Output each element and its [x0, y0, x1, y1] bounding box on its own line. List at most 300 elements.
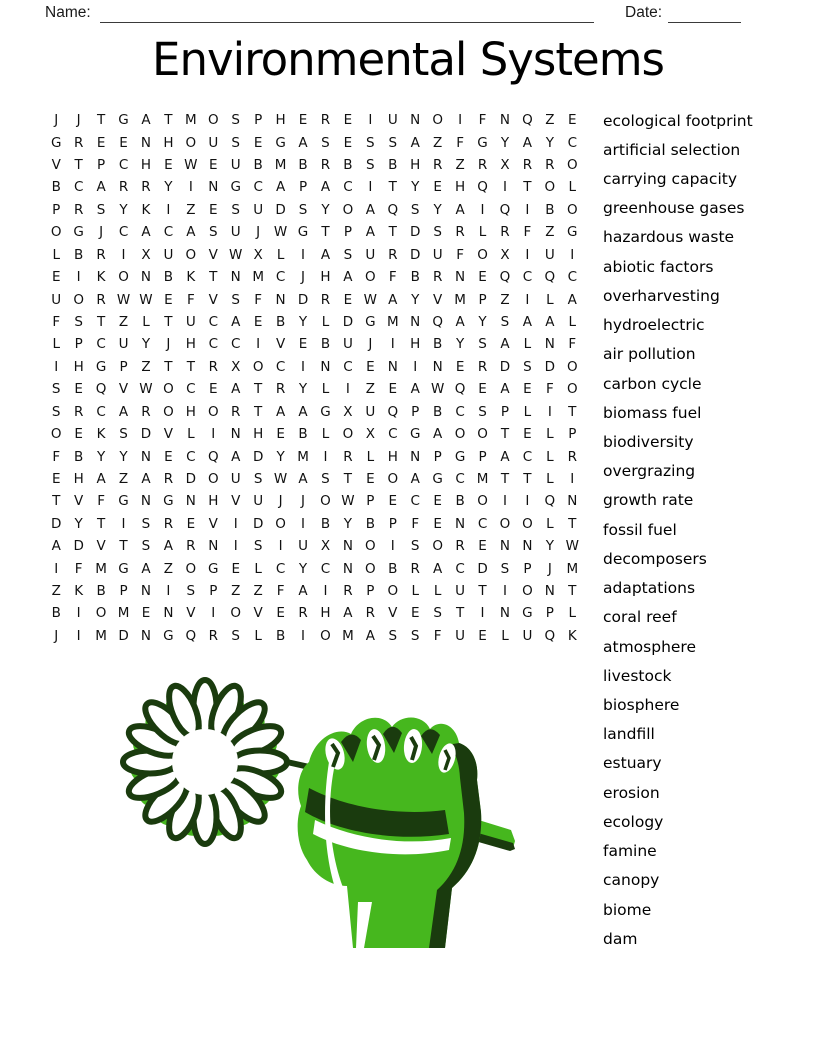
- grid-letter: N: [230, 269, 241, 286]
- grid-letter: K: [141, 201, 151, 218]
- grid-letter: G: [118, 112, 129, 129]
- grid-letter: N: [410, 314, 421, 330]
- grid-letter: C: [343, 179, 353, 196]
- grid-letter: R: [298, 605, 308, 622]
- grid-letter: M: [476, 470, 489, 487]
- word-list-item: erosion: [603, 783, 660, 802]
- grid-letter: C: [567, 134, 577, 151]
- grid-letter: N: [387, 358, 398, 375]
- grid-letter: A: [96, 179, 106, 196]
- grid-letter: B: [96, 583, 106, 600]
- grid-letter: R: [163, 515, 174, 532]
- grid-letter: U: [432, 246, 443, 263]
- grid-letter: U: [387, 112, 398, 129]
- grid-letter: L: [546, 426, 554, 443]
- grid-letter: H: [185, 336, 196, 353]
- word-list-item: overgrazing: [603, 462, 696, 481]
- grid-letter: R: [118, 179, 129, 196]
- grid-letter: U: [230, 470, 241, 487]
- grid-letter: S: [231, 627, 240, 644]
- grid-letter: S: [523, 358, 532, 375]
- word-list-item: hydroelectric: [603, 316, 705, 335]
- grid-letter: H: [387, 448, 398, 465]
- grid-letter: L: [321, 381, 330, 398]
- grid-letter: Z: [545, 112, 555, 129]
- grid-letter: Y: [411, 179, 420, 196]
- grid-letter: N: [342, 538, 353, 555]
- grid-letter: I: [480, 605, 485, 622]
- word-list-item: canopy: [603, 871, 660, 890]
- grid-letter: P: [500, 403, 510, 420]
- grid-letter: O: [477, 493, 488, 510]
- grid-letter: C: [231, 336, 241, 353]
- grid-letter: Z: [118, 470, 129, 487]
- grid-letter: A: [433, 426, 443, 443]
- grid-letter: S: [51, 403, 61, 420]
- grid-letter: C: [567, 269, 577, 286]
- grid-letter: Z: [51, 583, 61, 600]
- grid-letter: I: [547, 403, 552, 420]
- grid-letter: E: [388, 381, 398, 398]
- grid-letter: C: [275, 560, 286, 577]
- grid-letter: C: [275, 358, 286, 375]
- grid-letter: V: [208, 515, 218, 532]
- grid-letter: F: [411, 515, 420, 532]
- grid-letter: E: [119, 134, 128, 151]
- grid-letter: G: [208, 560, 219, 577]
- grid-letter: F: [276, 583, 285, 600]
- grid-letter: B: [388, 157, 398, 174]
- grid-letter: F: [52, 314, 61, 330]
- grid-letter: R: [410, 560, 420, 577]
- grid-letter: N: [499, 538, 511, 555]
- grid-letter: P: [545, 605, 554, 622]
- word-list-item: atmosphere: [603, 637, 696, 656]
- grid-letter: H: [410, 336, 421, 353]
- grid-letter: C: [343, 358, 353, 375]
- grid-letter: A: [51, 538, 61, 555]
- grid-letter: D: [410, 224, 421, 241]
- word-search-grid: [45, 109, 584, 647]
- grid-letter: O: [522, 515, 533, 532]
- grid-letter: E: [298, 112, 308, 129]
- grid-letter: R: [567, 448, 577, 465]
- grid-letter: R: [320, 112, 331, 129]
- grid-letter: T: [186, 358, 195, 375]
- grid-letter: S: [321, 470, 330, 487]
- grid-letter: W: [184, 157, 198, 174]
- grid-letter: E: [366, 358, 375, 375]
- grid-letter: W: [229, 246, 243, 263]
- grid-letter: R: [365, 605, 376, 622]
- grid-letter: J: [278, 493, 283, 510]
- grid-letter: R: [141, 179, 151, 196]
- grid-letter: I: [323, 448, 328, 465]
- grid-letter: J: [54, 112, 59, 129]
- word-list-item: biomass fuel: [603, 403, 702, 422]
- grid-letter: E: [231, 560, 240, 577]
- word-list-item: ecological footprint: [603, 111, 753, 130]
- grid-letter: I: [502, 493, 507, 510]
- grid-letter: T: [164, 358, 173, 375]
- grid-letter: V: [208, 246, 218, 263]
- grid-letter: L: [52, 246, 60, 263]
- grid-letter: O: [207, 112, 219, 129]
- grid-letter: O: [432, 112, 443, 129]
- word-list-item: biosphere: [603, 695, 680, 714]
- grid-letter: T: [164, 314, 173, 330]
- grid-letter: G: [320, 403, 331, 420]
- grid-letter: V: [388, 605, 398, 622]
- grid-letter: S: [119, 426, 128, 443]
- word-list-item: decomposers: [603, 549, 707, 568]
- grid-letter: D: [118, 627, 129, 644]
- grid-letter: Y: [298, 381, 308, 398]
- grid-letter: O: [365, 269, 376, 286]
- grid-letter: Z: [231, 583, 241, 600]
- grid-letter: H: [185, 403, 196, 420]
- grid-letter: U: [253, 493, 264, 510]
- grid-letter: L: [433, 583, 442, 600]
- grid-letter: E: [410, 605, 420, 622]
- grid-letter: V: [163, 426, 174, 443]
- grid-letter: I: [301, 246, 306, 263]
- grid-letter: R: [96, 291, 106, 308]
- grid-letter: I: [390, 538, 395, 555]
- grid-letter: N: [140, 627, 152, 644]
- grid-letter: Y: [276, 448, 285, 465]
- word-list: [603, 106, 813, 953]
- grid-letter: R: [500, 224, 510, 241]
- grid-letter: H: [208, 493, 219, 510]
- grid-letter: E: [343, 291, 353, 308]
- grid-letter: F: [52, 448, 61, 465]
- grid-letter: E: [478, 381, 487, 398]
- page-title: Environmental Systems: [152, 33, 664, 86]
- grid-letter: K: [186, 269, 196, 286]
- grid-letter: O: [342, 426, 354, 443]
- grid-letter: V: [231, 493, 241, 510]
- grid-letter: Y: [141, 336, 151, 353]
- grid-letter: M: [342, 627, 354, 644]
- grid-letter: I: [502, 179, 507, 196]
- grid-letter: X: [343, 403, 353, 420]
- grid-letter: A: [141, 112, 151, 129]
- grid-letter: I: [76, 269, 81, 286]
- grid-letter: I: [211, 426, 216, 443]
- grid-letter: B: [253, 157, 263, 174]
- grid-letter: I: [570, 246, 575, 263]
- grid-letter: C: [275, 269, 286, 286]
- grid-letter: I: [368, 179, 373, 196]
- grid-letter: B: [275, 314, 286, 330]
- grid-letter: A: [410, 134, 420, 151]
- grid-letter: N: [140, 493, 152, 510]
- grid-letter: O: [185, 134, 197, 151]
- grid-letter: X: [320, 538, 331, 555]
- grid-letter: U: [455, 627, 466, 644]
- grid-letter: Y: [74, 515, 83, 532]
- grid-letter: A: [141, 224, 151, 241]
- grid-letter: I: [323, 583, 328, 600]
- grid-letter: X: [500, 157, 510, 174]
- grid-letter: Q: [499, 269, 511, 286]
- grid-letter: P: [568, 426, 577, 443]
- grid-letter: Z: [141, 358, 151, 375]
- grid-letter: W: [273, 224, 288, 241]
- grid-letter: S: [478, 336, 487, 353]
- word-list-item: growth rate: [603, 491, 694, 510]
- word-list-item: air pollution: [603, 345, 696, 364]
- grid-letter: Q: [387, 403, 399, 420]
- grid-letter: I: [121, 515, 126, 532]
- grid-letter: A: [320, 246, 331, 263]
- grid-letter: E: [298, 336, 308, 353]
- grid-letter: T: [52, 493, 61, 510]
- grid-letter: A: [410, 470, 420, 487]
- date-fill-line: [668, 1, 741, 23]
- grid-letter: V: [51, 157, 61, 174]
- grid-letter: O: [499, 515, 511, 532]
- grid-letter: M: [185, 112, 197, 129]
- grid-letter: W: [565, 538, 579, 555]
- grid-letter: A: [455, 314, 465, 330]
- grid-letter: O: [566, 381, 578, 398]
- grid-letter: A: [141, 560, 151, 577]
- grid-letter: A: [275, 403, 286, 420]
- grid-letter: T: [96, 515, 106, 532]
- grid-letter: B: [388, 560, 398, 577]
- grid-letter: N: [544, 583, 555, 600]
- grid-letter: E: [478, 538, 487, 555]
- grid-letter: U: [253, 201, 264, 218]
- grid-letter: L: [478, 224, 487, 241]
- grid-letter: Q: [454, 381, 466, 398]
- grid-letter: I: [166, 201, 171, 218]
- grid-letter: O: [163, 403, 174, 420]
- grid-letter: D: [477, 560, 488, 577]
- grid-letter: L: [276, 246, 285, 263]
- grid-letter: S: [231, 201, 240, 218]
- grid-letter: P: [343, 224, 352, 241]
- grid-letter: G: [567, 224, 578, 241]
- grid-letter: L: [187, 426, 195, 443]
- grid-letter: C: [186, 381, 196, 398]
- grid-letter: L: [501, 627, 509, 644]
- grid-letter: U: [365, 403, 376, 420]
- grid-letter: O: [365, 538, 376, 555]
- grid-letter: P: [478, 448, 487, 465]
- grid-letter: A: [410, 381, 420, 398]
- grid-letter: U: [455, 583, 466, 600]
- grid-letter: O: [320, 493, 331, 510]
- grid-letter: V: [253, 605, 263, 622]
- grid-letter: Q: [207, 448, 219, 465]
- grid-letter: S: [231, 134, 240, 151]
- grid-letter: N: [208, 179, 219, 196]
- grid-letter: Q: [544, 269, 556, 286]
- grid-letter: Q: [477, 179, 488, 196]
- grid-letter: S: [253, 538, 263, 555]
- grid-letter: E: [568, 112, 577, 129]
- grid-letter: Y: [321, 201, 330, 218]
- grid-letter: R: [388, 246, 398, 263]
- grid-letter: G: [230, 179, 241, 196]
- grid-letter: N: [410, 448, 421, 465]
- grid-letter: E: [164, 448, 173, 465]
- grid-letter: B: [433, 336, 443, 353]
- grid-letter: G: [73, 224, 84, 241]
- grid-letter: A: [500, 336, 510, 353]
- grid-letter: E: [186, 515, 196, 532]
- grid-letter: O: [544, 179, 556, 196]
- grid-letter: E: [209, 201, 218, 218]
- grid-letter: D: [499, 358, 511, 375]
- grid-letter: T: [500, 470, 510, 487]
- grid-letter: R: [432, 157, 443, 174]
- grid-letter: I: [570, 470, 575, 487]
- grid-letter: W: [430, 381, 445, 398]
- grid-letter: I: [458, 112, 463, 129]
- grid-letter: L: [546, 470, 554, 487]
- grid-letter: U: [230, 157, 241, 174]
- grid-letter: I: [166, 583, 171, 600]
- grid-letter: J: [368, 336, 373, 353]
- grid-letter: D: [410, 246, 421, 263]
- grid-letter: K: [567, 627, 577, 644]
- grid-letter: A: [365, 627, 375, 644]
- grid-letter: J: [54, 627, 59, 644]
- grid-letter: E: [366, 470, 375, 487]
- grid-letter: V: [74, 493, 84, 510]
- grid-letter: N: [455, 515, 466, 532]
- grid-letter: A: [388, 291, 398, 308]
- grid-letter: G: [118, 560, 129, 577]
- grid-letter: U: [230, 224, 241, 241]
- grid-letter: A: [231, 314, 241, 330]
- grid-letter: C: [388, 426, 398, 443]
- grid-letter: Y: [119, 448, 128, 465]
- grid-letter: I: [301, 627, 306, 644]
- grid-letter: C: [410, 493, 420, 510]
- grid-letter: O: [432, 538, 443, 555]
- grid-letter: I: [345, 381, 350, 398]
- grid-letter: G: [432, 470, 443, 487]
- grid-letter: S: [321, 134, 330, 151]
- word-list-item: biome: [603, 900, 652, 919]
- grid-letter: A: [433, 560, 443, 577]
- grid-letter: N: [432, 358, 443, 375]
- grid-letter: A: [96, 470, 106, 487]
- grid-letter: A: [522, 134, 533, 151]
- grid-letter: Y: [433, 201, 442, 218]
- word-list-item: abiotic factors: [603, 257, 714, 276]
- grid-letter: T: [164, 112, 173, 129]
- grid-letter: A: [298, 583, 308, 600]
- grid-letter: I: [256, 336, 261, 353]
- grid-letter: D: [297, 291, 309, 308]
- grid-letter: I: [76, 605, 81, 622]
- grid-letter: S: [96, 201, 106, 218]
- grid-letter: C: [320, 560, 331, 577]
- word-list-item: coral reef: [603, 608, 677, 627]
- grid-letter: J: [256, 224, 261, 241]
- grid-letter: U: [118, 336, 129, 353]
- grid-letter: Q: [544, 627, 556, 644]
- grid-letter: M: [297, 448, 309, 465]
- grid-letter: G: [275, 134, 286, 151]
- grid-letter: B: [455, 493, 465, 510]
- grid-letter: G: [50, 134, 62, 151]
- grid-letter: V: [433, 291, 443, 308]
- word-list-item: estuary: [603, 754, 662, 773]
- grid-letter: P: [411, 403, 420, 420]
- grid-letter: M: [95, 627, 107, 644]
- grid-letter: T: [74, 157, 83, 174]
- word-list-item: dam: [603, 929, 638, 948]
- grid-letter: R: [455, 224, 465, 241]
- grid-letter: Y: [411, 291, 420, 308]
- grid-letter: B: [74, 448, 84, 465]
- grid-letter: F: [456, 246, 464, 263]
- grid-letter: I: [525, 291, 530, 308]
- grid-letter: P: [119, 358, 128, 375]
- grid-letter: R: [320, 291, 331, 308]
- word-list-item: overharvesting: [603, 286, 720, 305]
- grid-letter: O: [207, 403, 219, 420]
- grid-letter: H: [275, 112, 286, 129]
- grid-letter: Z: [118, 314, 129, 330]
- grid-letter: R: [432, 269, 443, 286]
- grid-letter: E: [253, 134, 263, 151]
- grid-letter: B: [298, 426, 308, 443]
- grid-letter: L: [142, 314, 150, 330]
- grid-letter: R: [73, 201, 84, 218]
- grid-letter: V: [186, 605, 196, 622]
- grid-letter: P: [209, 583, 218, 600]
- grid-letter: C: [455, 403, 465, 420]
- grid-letter: I: [121, 246, 126, 263]
- grid-letter: E: [343, 112, 353, 129]
- grid-letter: A: [141, 470, 151, 487]
- grid-letter: S: [51, 381, 61, 398]
- grid-letter: I: [301, 358, 306, 375]
- grid-letter: A: [365, 224, 375, 241]
- grid-letter: S: [186, 583, 196, 600]
- grid-letter: I: [525, 201, 530, 218]
- grid-letter: I: [54, 560, 59, 577]
- grid-letter: Q: [95, 381, 107, 398]
- grid-letter: O: [477, 426, 488, 443]
- grid-letter: M: [95, 560, 107, 577]
- word-list-item: greenhouse gases: [603, 199, 745, 218]
- grid-letter: S: [410, 627, 420, 644]
- grid-letter: P: [366, 493, 375, 510]
- grid-letter: R: [455, 538, 465, 555]
- grid-letter: E: [164, 157, 173, 174]
- grid-letter: Q: [499, 201, 511, 218]
- grid-letter: J: [166, 336, 171, 353]
- grid-letter: W: [139, 381, 153, 398]
- grid-letter: R: [522, 157, 533, 174]
- grid-letter: U: [208, 134, 219, 151]
- grid-letter: E: [276, 426, 285, 443]
- grid-letter: B: [545, 201, 555, 218]
- grid-letter: L: [568, 179, 577, 196]
- grid-letter: N: [455, 269, 466, 286]
- grid-letter: S: [366, 134, 375, 151]
- grid-letter: I: [390, 336, 395, 353]
